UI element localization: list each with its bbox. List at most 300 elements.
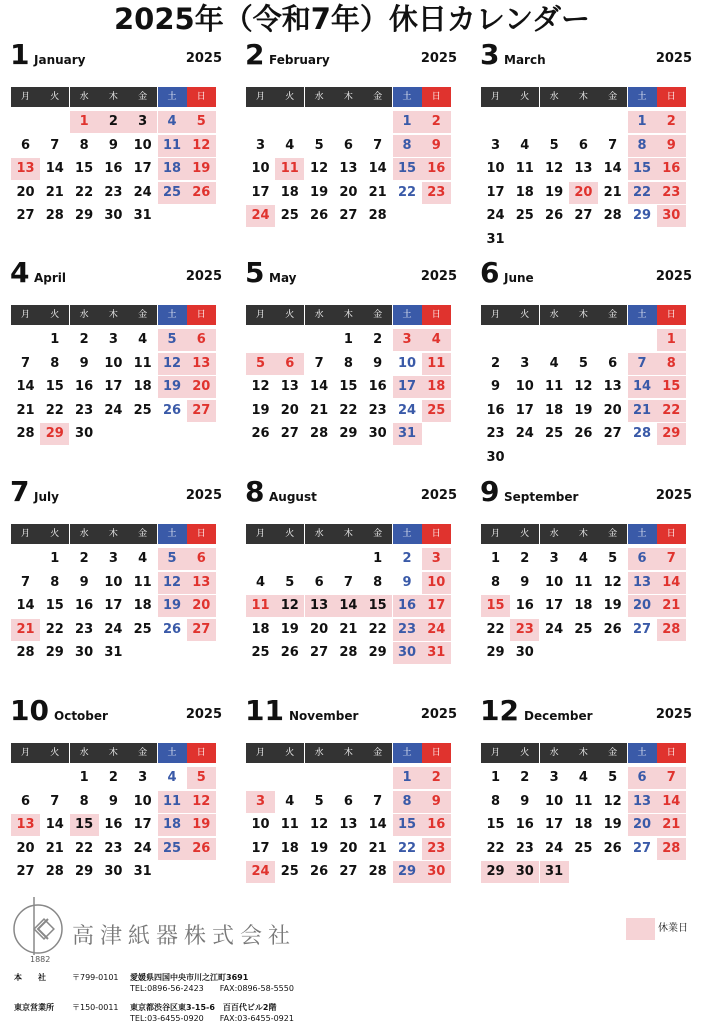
day-cell: 22 [657,400,686,422]
day-cell: 25 [251,645,270,661]
month-year: 2025 [420,269,457,284]
day-cell: 4 [578,551,588,566]
day-cell: 30 [515,645,534,661]
weekday-label: 火 [510,305,539,325]
day-cell: 13 [187,572,216,594]
day-cell: 15 [363,595,392,617]
day-cell: 5 [578,355,588,371]
day-cell: 14 [657,572,686,594]
address-line: 東京都渋谷区東3-15-6 百百代ビル2階 [130,1003,277,1012]
day-cell: 1 [393,767,422,789]
day-cell: 23 [422,182,451,204]
day-cell: 26 [162,621,182,637]
day-cell: 28 [45,864,64,880]
day-cell: 12 [310,817,329,833]
day-cell: 20 [339,184,358,200]
month-calendar [245,696,457,906]
month-header [245,696,457,728]
day-cell: 16 [368,379,387,395]
day-cell: 25 [280,208,299,224]
day-cell: 26 [603,621,622,637]
day-cell: 8 [490,574,501,590]
month-calendar [10,40,222,250]
day-cell: 3 [246,791,275,813]
day-cell: 19 [187,158,216,180]
day-cell: 24 [397,402,417,418]
weekday-label: 土 [393,87,422,107]
day-cell: 11 [158,791,187,813]
day-cell: 26 [310,208,329,224]
day-cell: 20 [310,621,329,637]
day-cell: 12 [187,135,216,157]
day-cell: 3 [255,137,266,153]
month-name: September [504,490,579,504]
day-cell: 2 [79,551,89,566]
day-cell: 25 [422,400,451,422]
day-cell: 15 [486,817,505,833]
weekday-header [480,87,692,109]
weekday-label: 木 [99,524,128,544]
month-calendar [480,40,692,250]
day-cell: 11 [246,595,275,617]
day-cell: 27 [632,621,652,637]
weekday-label: 日 [422,524,451,544]
day-cell: 26 [545,208,564,224]
day-cell: 2 [490,355,501,371]
day-cell: 10 [422,572,451,594]
month-number: 4 [10,256,30,289]
day-cell: 25 [158,182,187,204]
month-year: 2025 [655,51,692,66]
weekday-label: 月 [246,87,275,107]
weekday-label: 土 [393,743,422,763]
day-cell: 19 [574,402,593,418]
day-cell: 27 [16,864,35,880]
day-cell: 4 [167,770,177,785]
day-grid [245,111,457,255]
day-cell: 26 [187,838,216,860]
day-cell: 5 [314,793,324,809]
day-cell: 3 [422,548,451,570]
weekday-label: 火 [40,87,69,107]
day-cell: 5 [158,548,187,570]
day-cell: 11 [158,135,187,157]
weekday-label: 月 [481,87,510,107]
month-name: January [34,53,86,67]
weekday-label: 月 [11,87,40,107]
weekday-label: 水 [70,87,99,107]
day-cell: 15 [657,376,686,398]
day-cell: 4 [285,137,295,153]
day-cell: 28 [368,864,387,880]
logo-year: 1882 [30,955,51,964]
weekday-label: 水 [305,87,334,107]
day-cell: 12 [603,793,622,809]
day-cell: 14 [16,598,35,614]
day-grid [10,111,222,255]
day-cell: 16 [657,158,686,180]
weekday-label: 木 [99,305,128,325]
weekday-label: 土 [628,87,657,107]
day-cell: 22 [397,184,417,200]
day-cell: 27 [632,840,652,856]
day-cell: 19 [251,402,270,418]
month-calendar [480,477,692,687]
day-cell: 15 [70,814,99,836]
day-cell: 9 [520,574,530,590]
day-cell: 16 [515,817,534,833]
day-cell: 14 [45,817,64,833]
month-name: December [524,709,593,723]
day-cell: 2 [657,111,686,133]
day-cell: 13 [280,379,299,395]
day-cell: 5 [608,770,618,785]
day-cell: 6 [343,793,353,809]
day-cell: 26 [187,182,216,204]
day-cell: 28 [16,645,35,661]
day-cell: 16 [422,814,451,836]
day-cell: 28 [368,208,387,224]
day-cell: 13 [603,379,622,395]
day-cell: 3 [138,770,148,785]
weekday-label: 日 [187,524,216,544]
address-line: 愛媛県四国中央市川之江町3691 [130,973,249,982]
day-cell: 18 [574,598,593,614]
day-cell: 19 [280,621,299,637]
day-cell: 12 [187,791,216,813]
day-cell: 14 [16,379,35,395]
day-cell: 9 [373,355,383,371]
day-cell: 6 [578,137,588,153]
day-cell: 22 [45,621,64,637]
day-cell: 4 [520,137,530,153]
day-cell: 29 [657,423,686,445]
day-cell: 30 [75,645,94,661]
weekday-label: 土 [158,87,187,107]
day-cell: 11 [133,574,152,590]
weekday-label: 水 [70,743,99,763]
day-cell: 21 [628,400,657,422]
day-cell: 18 [545,402,564,418]
day-cell: 18 [422,376,451,398]
month-calendar [480,696,692,906]
day-cell: 16 [75,379,94,395]
month-number: 12 [480,694,519,727]
day-cell: 16 [515,598,534,614]
day-cell: 13 [11,158,40,180]
day-cell: 25 [133,402,152,418]
day-grid [10,329,222,473]
day-cell: 10 [251,161,270,177]
day-cell: 7 [343,574,353,590]
day-cell: 1 [490,770,501,785]
day-cell: 9 [520,793,530,809]
day-cell: 1 [50,551,60,566]
day-cell: 15 [393,814,422,836]
day-cell: 29 [368,645,387,661]
day-cell: 30 [368,426,387,442]
address-zip: 〒799-0101 [72,973,119,982]
weekday-label: 水 [540,743,569,763]
day-cell: 27 [339,864,358,880]
company-name: 高津紙器株式会社 [72,924,297,949]
month-header [480,258,692,290]
day-cell: 22 [486,621,505,637]
day-cell: 19 [603,598,622,614]
day-cell: 22 [339,402,358,418]
day-cell: 6 [275,353,304,375]
month-year: 2025 [185,269,222,284]
day-cell: 1 [393,111,422,133]
day-cell: 23 [104,840,123,856]
day-cell: 5 [246,353,275,375]
day-cell: 20 [16,184,35,200]
weekday-header [10,305,222,327]
day-cell: 12 [158,353,187,375]
weekday-header [10,743,222,765]
day-cell: 10 [515,379,534,395]
day-cell: 25 [545,426,564,442]
day-cell: 6 [628,767,657,789]
day-cell: 3 [108,332,118,347]
day-cell: 13 [11,814,40,836]
day-cell: 17 [104,598,123,614]
weekday-label: 日 [422,743,451,763]
weekday-label: 日 [187,743,216,763]
day-cell: 11 [574,574,593,590]
weekday-label: 日 [657,524,686,544]
weekday-label: 金 [598,305,627,325]
day-cell: 1 [79,770,89,785]
address-head-office [14,972,614,996]
weekday-label: 金 [363,524,392,544]
day-cell: 28 [45,208,64,224]
day-cell: 5 [608,551,618,566]
month-year: 2025 [185,707,222,722]
month-header [245,477,457,509]
day-cell: 12 [545,161,564,177]
day-cell: 28 [657,838,686,860]
month-name: February [269,53,330,67]
day-cell: 30 [393,642,422,664]
weekday-label: 木 [569,524,598,544]
day-cell: 28 [632,426,652,442]
day-cell: 25 [574,840,593,856]
weekday-label: 火 [275,87,304,107]
day-cell: 15 [481,595,510,617]
day-cell: 25 [280,864,299,880]
day-cell: 30 [104,208,123,224]
day-cell: 10 [104,574,123,590]
day-cell: 21 [45,840,64,856]
day-cell: 27 [187,400,216,422]
day-cell: 30 [75,426,94,442]
day-cell: 31 [422,642,451,664]
month-number: 5 [245,256,265,289]
weekday-label: 月 [481,743,510,763]
weekday-label: 水 [540,305,569,325]
weekday-label: 水 [305,524,334,544]
day-cell: 15 [75,161,94,177]
month-year: 2025 [655,707,692,722]
day-cell: 17 [422,595,451,617]
day-cell: 20 [603,402,622,418]
day-cell: 21 [657,814,686,836]
weekday-label: 水 [70,524,99,544]
day-cell: 6 [628,548,657,570]
day-cell: 11 [422,353,451,375]
weekday-header [480,743,692,765]
company-logo-icon [10,895,66,965]
weekday-label: 火 [40,743,69,763]
day-cell: 4 [285,793,295,809]
weekday-label: 月 [11,743,40,763]
day-cell: 11 [275,158,304,180]
day-cell: 26 [251,426,270,442]
day-cell: 25 [574,621,593,637]
day-cell: 17 [545,817,564,833]
weekday-label: 日 [187,87,216,107]
weekday-label: 水 [540,524,569,544]
day-cell: 1 [490,551,501,566]
day-cell: 23 [657,182,686,204]
day-cell: 22 [368,621,387,637]
day-cell: 21 [16,402,35,418]
day-cell: 29 [75,864,94,880]
weekday-label: 月 [246,743,275,763]
day-cell: 4 [138,551,148,566]
weekday-label: 火 [510,87,539,107]
day-cell: 20 [16,840,35,856]
day-cell: 12 [603,574,622,590]
day-cell: 15 [339,379,358,395]
day-cell: 1 [628,111,657,133]
month-year: 2025 [420,51,457,66]
day-cell: 8 [628,135,657,157]
day-cell: 18 [280,840,299,856]
weekday-label: 火 [40,305,69,325]
weekday-label: 火 [275,524,304,544]
day-cell: 24 [545,840,564,856]
month-calendar [480,258,692,468]
day-cell: 31 [133,864,152,880]
day-cell: 15 [393,158,422,180]
day-cell: 3 [549,551,559,566]
day-cell: 12 [275,595,304,617]
weekday-label: 木 [569,743,598,763]
day-cell: 19 [310,840,329,856]
month-number: 2 [245,38,265,71]
day-cell: 7 [628,353,657,375]
month-calendar [10,477,222,687]
day-cell: 14 [603,161,622,177]
day-cell: 24 [133,184,152,200]
day-cell: 19 [310,184,329,200]
day-cell: 6 [187,329,216,351]
day-cell: 29 [45,645,64,661]
day-cell: 23 [75,402,94,418]
weekday-label: 金 [363,305,392,325]
day-cell: 8 [79,793,89,809]
weekday-header [480,305,692,327]
month-header [480,477,692,509]
day-cell: 13 [628,791,657,813]
weekday-label: 木 [569,87,598,107]
day-cell: 17 [104,379,123,395]
day-cell: 20 [339,840,358,856]
day-cell: 22 [75,184,94,200]
day-cell: 20 [569,182,598,204]
day-cell: 2 [520,770,530,785]
day-cell: 9 [108,137,118,153]
month-name: June [504,271,534,285]
weekday-header [10,524,222,546]
day-cell: 19 [158,376,187,398]
weekday-label: 金 [598,743,627,763]
day-cell: 2 [520,551,530,566]
day-cell: 7 [608,137,618,153]
address-zip: 〒150-0011 [72,1003,119,1012]
day-cell: 18 [574,817,593,833]
day-cell: 5 [187,111,216,133]
day-cell: 9 [422,135,451,157]
month-name: April [34,271,67,285]
day-cell: 6 [187,548,216,570]
month-number: 11 [245,694,284,727]
day-cell: 7 [657,767,686,789]
day-cell: 14 [310,379,329,395]
day-cell: 1 [343,332,353,347]
address-contact: TEL:0896-56-2423 FAX:0896-58-5550 [130,984,294,993]
day-cell: 21 [368,840,387,856]
day-cell: 10 [104,355,123,371]
month-name: May [269,271,297,285]
day-cell: 28 [603,208,622,224]
day-cell: 5 [285,574,295,590]
day-cell: 23 [393,619,422,641]
month-name: August [269,490,317,504]
day-cell: 19 [603,817,622,833]
day-cell: 10 [133,793,152,809]
day-cell: 8 [343,355,353,371]
weekday-label: 日 [657,305,686,325]
day-cell: 31 [486,232,505,247]
day-cell: 17 [486,184,505,200]
day-cell: 10 [133,137,152,153]
month-header [10,40,222,72]
month-calendar [10,258,222,468]
weekday-label: 木 [569,305,598,325]
day-cell: 14 [334,595,363,617]
weekday-label: 水 [305,305,334,325]
day-cell: 4 [158,111,187,133]
day-cell: 12 [251,379,270,395]
day-cell: 6 [20,137,31,153]
weekday-label: 木 [334,87,363,107]
day-cell: 29 [486,645,505,661]
day-cell: 4 [255,574,266,590]
day-cell: 30 [657,205,686,227]
weekday-label: 火 [40,524,69,544]
weekday-label: 土 [158,305,187,325]
legend [626,918,704,940]
day-cell: 10 [251,817,270,833]
day-cell: 16 [393,595,422,617]
day-cell: 8 [393,135,422,157]
weekday-label: 水 [70,305,99,325]
day-cell: 7 [314,355,324,371]
day-cell: 10 [545,574,564,590]
